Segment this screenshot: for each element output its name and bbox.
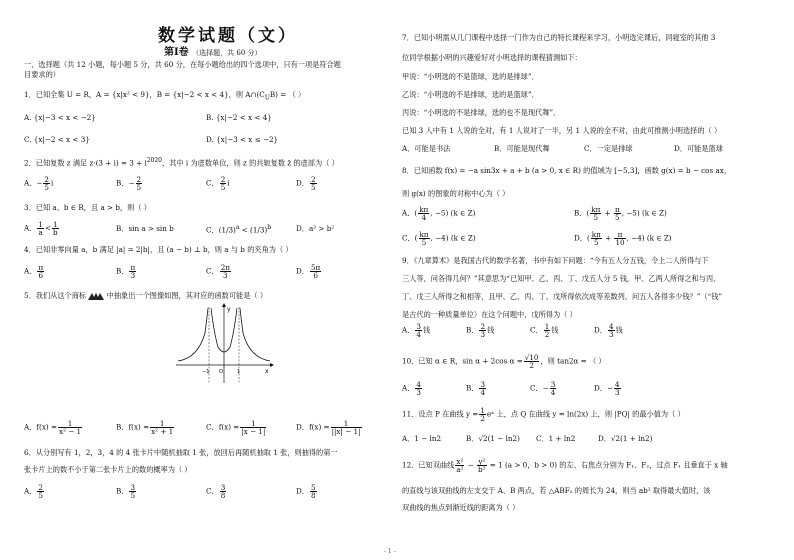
q5-function-graph xyxy=(174,303,274,385)
q7-stem-line2: 位同学根据小明的兴趣爱好对小明选择的课程猜测如下： xyxy=(402,53,582,62)
q7-option-d[interactable]: D．可能是篮球 xyxy=(674,144,723,153)
q4-option-b[interactable]: B． $\frac{\pi}{3}$ xyxy=(116,263,136,281)
q9-stem-line4: 是古代的一种质量单位）在这个问题中，戊所得为（ ） xyxy=(402,310,577,319)
graph-x-label: x xyxy=(265,368,269,375)
q10-option-b[interactable]: B． $\frac{3}{4}$ xyxy=(466,380,486,398)
q7-stem-line1: 7．已知小明需从几门课程中选择一门作为自己的特长课程来学习，小明选完课后，同寝室的其他 3 xyxy=(402,33,716,42)
q3-option-d[interactable]: D．a² > b² xyxy=(296,224,335,233)
q9-option-b[interactable]: B． $\frac{2}{3}$ 钱 xyxy=(466,322,495,340)
q12-stem: 12．已知双曲线 $\frac{\text{x²}}{\text{a²}}$ − $\frac{\text{y²}}{\text{b²}}$ = 1 (a > 0，b > 0) 的左、右焦点分别为 F₁、F₂，过点 F₁ 且垂直于 x 轴 xyxy=(402,457,728,475)
q7-stem-line3: 已知 3 人中有 1 人说的全对，有 1 人说对了一半，另 1 人说的全不对，由此可推测小明选择的（ ） xyxy=(402,126,722,135)
q5-option-d[interactable]: D．f(x) = $\frac{1}{||x| - 1|}$ xyxy=(296,419,361,437)
q4-option-a[interactable]: A． $\frac{\pi}{6}$ xyxy=(24,263,44,281)
graph-tick-1: 1 xyxy=(237,369,241,375)
q9-stem-line1: 9．《九章算术》是我国古代的数学名著，书中有如下问题：“今有五人分五钱，令上二人所得与下 xyxy=(402,256,709,265)
q7-option-b[interactable]: B．可能是现代舞 xyxy=(494,144,550,153)
q12-stem-line2: 的直线与该双曲线的左支交于 A、B 两点，若 △ABF₂ 的周长为 24，则当 ab² 取得最大值时，该 xyxy=(402,486,711,495)
graph-y-label: y xyxy=(227,306,231,313)
q12-stem-line3: 双曲线的焦点到渐近线的距离为（ ） xyxy=(402,503,520,512)
page-number: - 1 - xyxy=(384,548,396,555)
q10-option-a[interactable]: A． $\frac{4}{3}$ xyxy=(402,380,421,398)
q11-option-d[interactable]: D．√2(1 + ln2) xyxy=(598,434,653,443)
q6-option-c[interactable]: C． $\frac{3}{8}$ xyxy=(206,483,226,501)
q9-option-c[interactable]: C． $\frac{1}{2}$ 钱 xyxy=(530,322,559,340)
q11-option-c[interactable]: C．1 + ln2 xyxy=(536,434,576,443)
section-instructions-line2: 目要求的） xyxy=(24,70,60,79)
graph-tick-neg1: −1 xyxy=(202,369,210,375)
graph-curve-left xyxy=(178,308,208,361)
q5-stem: 5．我们从这个商标 中抽象出一个图像如图，其对应的函数可能是（ ） xyxy=(24,291,268,300)
q2-option-c[interactable]: C． $\frac{2}{5}$ i xyxy=(206,175,230,193)
q2-option-d[interactable]: D． $\frac{2}{5}$ xyxy=(296,175,316,193)
q8-option-d[interactable]: D．( $\frac{k\pi}{5}$ + $\frac{\pi}{10}$ , −4) (k ∈ Z) xyxy=(574,230,672,248)
q2-option-b[interactable]: B．− $\frac{2}{5}$ xyxy=(116,175,142,193)
q8-option-b[interactable]: B．( $\frac{k\pi}{5}$ + $\frac{\pi}{5}$ , −5) (k ∈ Z) xyxy=(574,205,667,223)
graph-origin-label: O xyxy=(219,369,223,375)
volume-label: 第Ⅰ卷 xyxy=(164,47,189,58)
volume-note: （选择题，共 60 分） xyxy=(192,49,262,57)
q5-option-a[interactable]: A．f(x) = $\frac{1}{\text{x² − 1}}$ xyxy=(24,419,82,437)
q11-option-b[interactable]: B．√2(1 − ln2) xyxy=(466,434,520,443)
q8-option-a[interactable]: A．( $\frac{k\pi}{4}$ , −5) (k ∈ Z) xyxy=(402,205,476,223)
q9-option-d[interactable]: D． $\frac{4}{3}$ 钱 xyxy=(594,322,623,340)
q3-option-b[interactable]: B．sin a > sin b xyxy=(116,224,174,233)
q3-stem: 3．已知 a、b ∈ R，且 a > b，则（ ） xyxy=(24,203,151,212)
graph-curve-right xyxy=(240,308,270,361)
q2-stem: 2．已知复数 z 满足 $z\cdot(3 + i) = 3 + i^{2020}$，其中 i 为虚数单位，则 z 的共轭复数 z̄ 的虚部为（ ） xyxy=(24,157,339,168)
q10-option-c[interactable]: C．− $\frac{3}{4}$ xyxy=(530,380,556,398)
q11-option-a[interactable]: A．1 − ln2 xyxy=(402,434,442,443)
q1-option-d[interactable]: D. {x|−3 < x ≤ −2} xyxy=(206,135,279,144)
q8-option-c[interactable]: C．( $\frac{k\pi}{5}$ , −4) (k ∈ Z) xyxy=(402,230,476,248)
section-instructions-line1: 一、选择题（共 12 小题，每小题 5 分，共 60 分，在每小题给出的四个选项中，只有一项是符合题 xyxy=(24,60,341,69)
q6-option-b[interactable]: B． $\frac{3}{5}$ xyxy=(116,483,136,501)
q1-option-a[interactable]: A. {x|−3 < x < −2} xyxy=(24,113,96,122)
q6-option-d[interactable]: D． $\frac{5}{8}$ xyxy=(296,483,316,501)
q10-option-d[interactable]: D．− $\frac{4}{3}$ xyxy=(594,380,620,398)
q5-option-c[interactable]: C．f(x) = $\frac{1}{|x - 1|}$ xyxy=(206,419,266,437)
q1-option-c[interactable]: C. {x|−2 < x < 3} xyxy=(24,135,90,144)
q7-statement-yi: 乙说：“小明选的不是排球，选的是篮球”． xyxy=(402,90,539,99)
q9-stem-line3: 丁、戊三人所得之和相等，且甲、乙、丙、丁、戊所得依次成等差数列，问五人各得多少钱？”（“钱” xyxy=(402,292,723,301)
graph-x-arrow xyxy=(270,363,274,367)
q4-option-d[interactable]: D． $\frac{5\pi}{6}$ xyxy=(296,263,321,281)
q7-statement-bing: 丙说：“小明选的不是排球，选的也不是现代舞”． xyxy=(402,108,561,117)
logo-shape-icon xyxy=(88,292,104,301)
q9-option-a[interactable]: A． $\frac{3}{4}$ 钱 xyxy=(402,322,431,340)
q6-stem-line1: 6．从分别写有 1，2，3，4 的 4 张卡片中随机抽取 1 张，放回后再随机抽取 1 张，则抽得的第一 xyxy=(24,448,338,457)
q6-stem-line2: 张卡片上的数不小于第二张卡片上的数的概率为（ ） xyxy=(24,465,192,474)
q8-stem-line2: 则 g(x) 的图象的对称中心为（ ） xyxy=(402,189,510,198)
q4-stem: 4．已知非零向量 a，b 满足 |a| = 2|b|，且 (a − b) ⊥ b，则 a 与 b 的夹角为（ ） xyxy=(24,245,293,254)
page-title: 数学试题（文） xyxy=(158,26,298,46)
q5-option-b[interactable]: B．f(x) = $\frac{1}{\text{x² + 1}}$ xyxy=(116,419,174,437)
q11-stem: 11．设点 P 在曲线 y = $\frac{1}{2}$ eˣ 上，点 Q 在曲线 y = ln(2x) 上，则 |PQ| 的最小值为（ ） xyxy=(402,406,685,424)
q8-stem: 8．已知函数 f(x) = −a sin3x + a + b (a > 0, x ∈ R) 的值域为 [−5,3]，函数 g(x) = b − cos ax， xyxy=(402,166,732,175)
graph-y-arrow xyxy=(222,303,226,307)
q9-stem-line2: 三人等，问各得几何？”其意思为“已知甲、乙、丙、丁、戊五人分 5 钱，甲、乙两人所得之和与丙、 xyxy=(402,274,721,283)
q2-option-a[interactable]: A．− $\frac{2}{5}$ i xyxy=(24,175,54,193)
q3-option-a[interactable]: A． $\frac{1}{a}$ < $\frac{1}{b}$ xyxy=(24,220,58,238)
q1-option-b[interactable]: B. {x|−2 < x < 4} xyxy=(206,113,272,122)
q1-stem: 1．已知全集 U = R，A = {x|x² < 9}，B = {x|−2 < x < 4}，则 $A\cap(C_UB)$ = （ ） xyxy=(24,90,306,102)
volume-heading xyxy=(164,47,262,60)
q10-stem: 10．已知 α ∈ R，sin α + 2cos α = $\frac{√10}{2}$ ，则 tan2α = （ ） xyxy=(402,353,606,371)
q3-option-c[interactable]: C．$(1/3)^a < (1/3)^b$ xyxy=(206,224,272,235)
q7-option-a[interactable]: A．可能是书法 xyxy=(402,144,451,153)
q7-option-c[interactable]: C．一定是排球 xyxy=(584,144,633,153)
q6-option-a[interactable]: A． $\frac{2}{5}$ xyxy=(24,483,43,501)
q4-option-c[interactable]: C． $\frac{2\pi}{3}$ xyxy=(206,263,230,281)
q7-statement-jia: 甲说：“小明选的不是篮球，选的是排球”． xyxy=(402,72,539,81)
